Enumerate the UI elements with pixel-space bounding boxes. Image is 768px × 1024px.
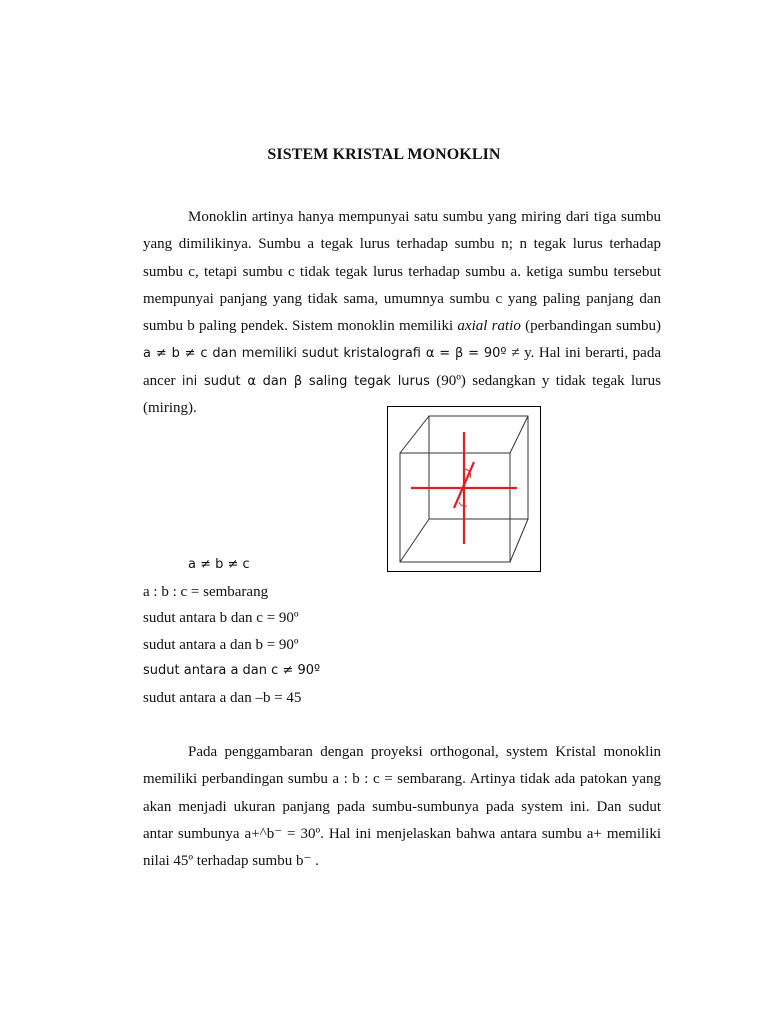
paragraph-intro <box>143 204 661 422</box>
axial-ratio-term: axial ratio <box>457 318 521 335</box>
paragraph-intro-text <box>143 204 661 422</box>
page-title: SISTEM KRISTAL MONOKLIN <box>267 146 501 163</box>
list-item: a : b : c = sembarang <box>143 583 269 600</box>
list-item: sudut antara b dan c = 90º <box>143 610 299 627</box>
monoclinic-crystal-diagram <box>387 406 541 572</box>
monoclinic-crystal-figure <box>387 406 541 572</box>
intro-text-2: (perbandingan sumbu) <box>520 318 661 335</box>
list-item: a ≠ b ≠ c <box>188 557 250 572</box>
intro-angle-text: ini sudut α dan β saling tegak lurus <box>181 373 430 389</box>
intro-text-1: Monoklin artinya hanya mempunyai satu sumbu yang miring dari tiga sumbu yang dimilikinya. Sumbu a tegak lurus terhadap sumbu n; n tegak lurus terhadap sumbu c, tetapi sumbu c tidak tegak lurus terhadap sumbu a. ketiga sumbu tersebut mempunyai panjang yang tidak sama, umumnya sumbu c yang paling panjang dan sumbu b paling pendek. Sistem monoklin memiliki <box>143 209 661 335</box>
paragraph-projection-text: Pada penggambaran dengan proyeksi orthogonal, system Kristal monoklin memiliki perbandingan sumbu a : b : c = sembarang. Artinya tidak ada patokan yang akan menjadi ukuran panjang pada sumbu-sumbunya pada system ini. Dan sudut antar sumbunya a+^b⁻ = 30º. Hal ini menjelaskan bahwa antara sumbu a+ memiliki nilai 45º terhadap sumbu b⁻ . <box>143 744 661 870</box>
list-item: sudut antara a dan –b = 45 <box>143 689 302 706</box>
list-item: sudut antara a dan b = 90º <box>143 636 299 653</box>
axis-properties-list <box>143 552 320 712</box>
paragraph-projection <box>143 739 661 875</box>
intro-formula: a ≠ b ≠ c dan memiliki sudut kristalografi α = β = 90º <box>143 346 512 362</box>
list-item: sudut antara a dan c ≠ 90º <box>143 663 321 679</box>
intro-text-3: ≠ y. Hal ini berarti, pada ancer <box>143 345 661 389</box>
intro-text-4: (90º) sedangkan y tidak tegak lurus (miring). <box>143 372 661 417</box>
